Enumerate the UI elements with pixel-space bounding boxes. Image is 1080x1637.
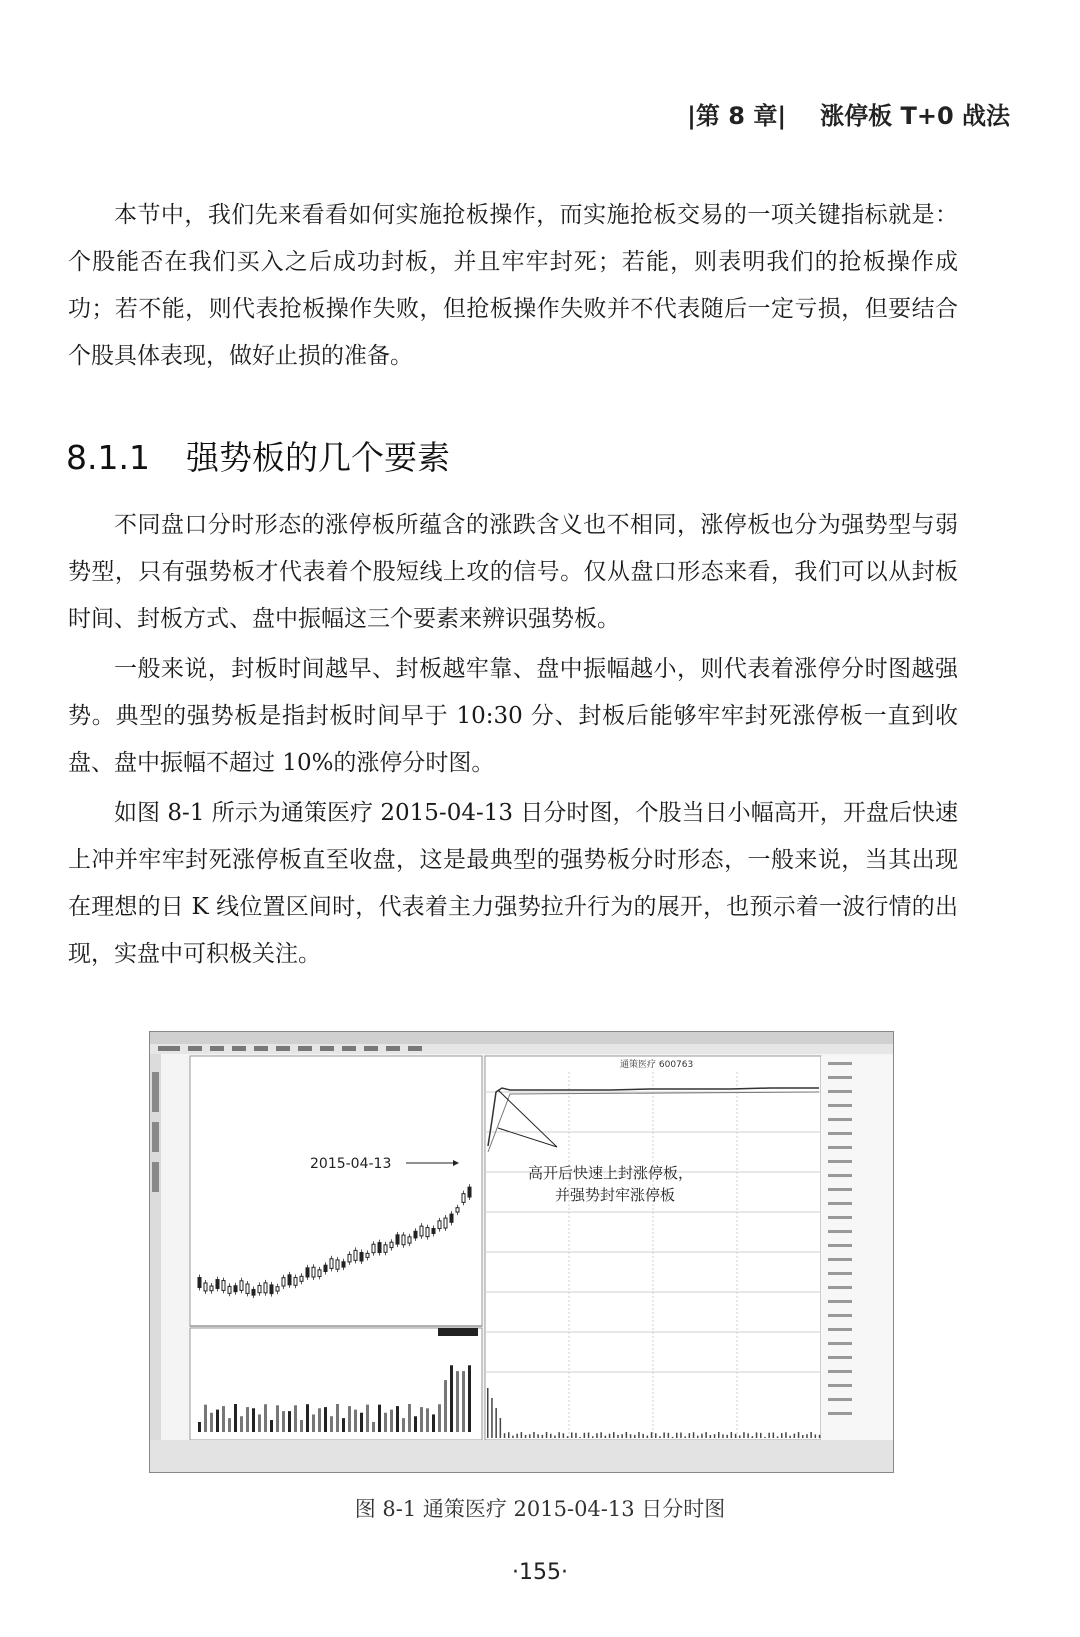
- stock-chart-figure: [149, 1031, 894, 1473]
- paragraph-3: 一般来说，封板时间越早、封板越牢靠、盘中振幅越小，则代表着涨停分时图越强势。典型的强势板是指封板时间早于 10:30 分、封板后能够牢牢封死涨停板一直到收盘、盘中振幅不超过 10%的涨停分时图。: [68, 656, 958, 776]
- date-annotation: 2015-04-13: [310, 1156, 392, 1172]
- stock-title: 通策医疗 600763: [620, 1060, 694, 1070]
- chapter-title: 涨停板 T+0 战法: [820, 102, 1010, 130]
- paragraph-4: 如图 8-1 所示为通策医疗 2015-04-13 日分时图，个股当日小幅高开，开盘后快速上冲并牢牢封死涨停板直至收盘，这是最典型的强势板分时形态，一般来说，当其出现在理想的日 K 线位置区间时，代表着主力强势拉升行为的展开，也预示着一波行情的出现，实盘中可积极关注。: [68, 800, 958, 967]
- status-bar: [150, 1440, 893, 1472]
- window-titlebar: [150, 1032, 893, 1044]
- paragraph-2: 不同盘口分时形态的涨停板所蕴含的涨跌含义也不相同，涨停板也分为强势型与弱势型，只有强势板才代表着个股短线上攻的信号。仅从盘口形态来看，我们可以从封板时间、封板方式、盘中振幅这三个要素来辨识强势板。: [68, 512, 958, 632]
- paragraph-1: 本节中，我们先来看看如何实施抢板操作，而实施抢板交易的一项关键指标就是：个股能否在我们买入之后成功封板，并且牢牢封死；若能，则表明我们的抢板操作成功；若不能，则代表抢板操作失败，但抢板操作失败并不代表随后一定亏损，但要结合个股具体表现，做好止损的准备。: [68, 202, 958, 369]
- page-number: ·155·: [512, 1560, 568, 1585]
- left-tab-strip: [150, 1054, 161, 1472]
- annotation-line-1: 高开后快速上封涨停板，: [528, 1164, 694, 1182]
- section-number: 8.1.1: [66, 438, 150, 477]
- figure-caption: 图 8-1 通策医疗 2015-04-13 日分时图: [354, 1497, 726, 1521]
- annotation-line-2: 并强势封牢涨停板: [555, 1186, 676, 1204]
- section-heading: [66, 432, 450, 479]
- stock-chart-screenshot: [150, 1032, 893, 1472]
- price-scale: [821, 1056, 893, 1440]
- chapter-label: |第 8 章|: [687, 102, 787, 130]
- running-header: [0, 96, 1010, 131]
- section-title: 强势板的几个要素: [185, 438, 450, 477]
